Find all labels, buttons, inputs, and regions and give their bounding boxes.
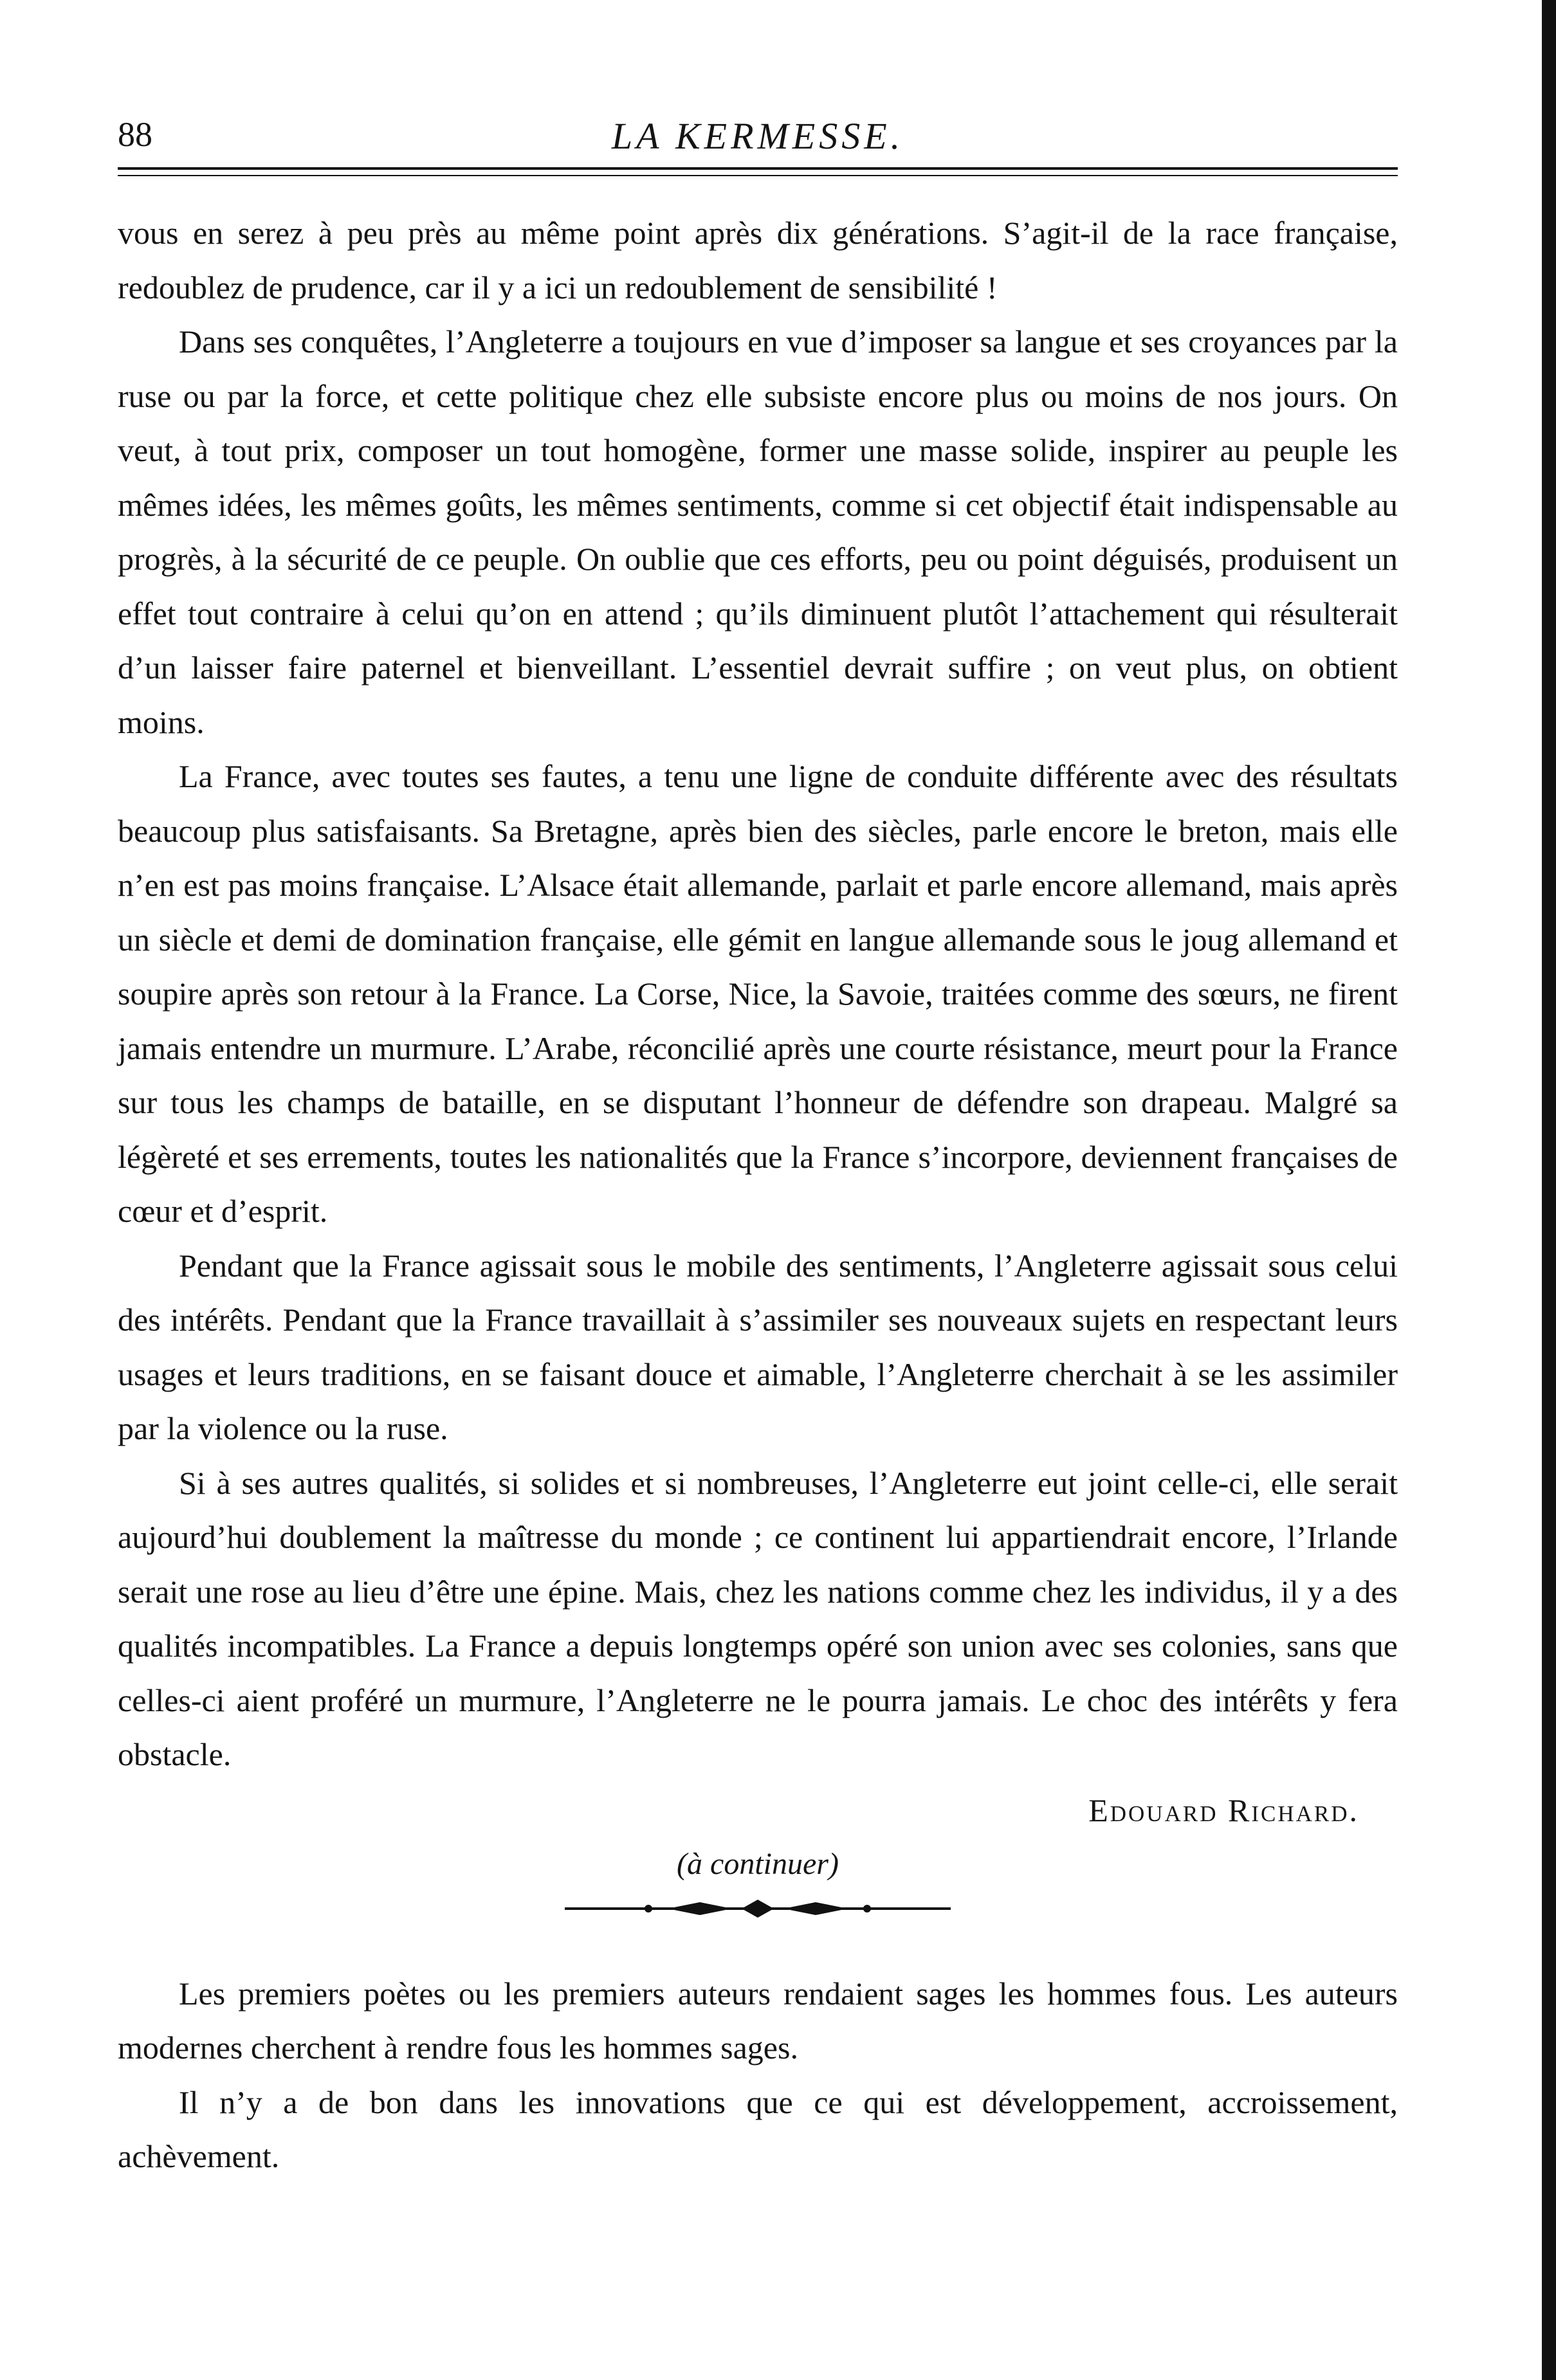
running-title: LA KERMESSE. (611, 115, 904, 157)
maxim-paragraph: Il n’y a de bon dans les innovations que ce qui est développement, accroissement, achèvement. (118, 2084, 1398, 2174)
article-paragraph: Si à ses autres qualités, si solides et si nombreuses, l’Angleterre eut joint celle-ci, elle serait aujourd’hui doublement la maîtresse du monde ; ce continent lui appartiendrait encore, l’Irlande serait une rose au lieu d’être une épine. Mais, chez les nations comme chez les individus, il y a des qualités incompatibles. La France a depuis longtemps opéré son union avec ses colonies, sans que celles-ci aient proféré un murmure, l’Angleterre ne le pourra jamais. Le choc des intérêts y fera obstacle. (118, 1464, 1398, 1772)
page-number: 88 (118, 115, 152, 154)
ornament-divider (558, 1896, 957, 1921)
continued-note: (à continuer) (677, 1846, 839, 1881)
header-double-rule (118, 167, 1398, 176)
article-body (118, 206, 1398, 1782)
article-paragraph: La France, avec toutes ses fautes, a tenu une ligne de conduite différente avec des résultats beaucoup plus satisfaisants. Sa Bretagne, après bien des siècles, parle encore le breton, mais elle n’en est pas moins française. L’Alsace était allemande, parlait et parle encore allemand, mais après un siècle et demi de domination française, elle gémit en langue allemande sous le joug allemand et soupire après son retour à la France. La Corse, Nice, la Savoie, traitées comme des sœurs, ne firent jamais entendre un murmure. L’Arabe, réconcilié après une courte résistance, meurt pour la France sur tous les champs de bataille, en se disputant l’honneur de défendre son drapeau. Malgré sa légèreté et ses errements, toutes les nationalités que la France s’incorpore, deviennent françaises de cœur et d’esprit. (118, 758, 1398, 1229)
author-signature (118, 1785, 1398, 1838)
author-name: Edouard Richard. (1088, 1792, 1359, 1828)
page-header (118, 96, 1398, 167)
article-paragraph: Pendant que la France agissait sous le mobile des sentiments, l’Angleterre agissait sous celui des intérêts. Pendant que la France travaillait à s’assimiler ses nouveaux sujets en respectant leurs usages et leurs traditions, en se faisant douce et aimable, l’Angleterre cherchait à se les assimiler par la violence ou la ruse. (118, 1247, 1398, 1446)
document-page (118, 96, 1398, 2184)
article-paragraph: Dans ses conquêtes, l’Angleterre a toujours en vue d’imposer sa langue et ses croyances par la ruse ou par la force, et cette politique chez elle subsiste encore plus ou moins de nos jours. On veut, à tout prix, composer un tout homogène, former une masse solide, inspirer au peuple les mêmes idées, les mêmes goûts, les mêmes sentiments, comme si cet objectif était indispensable au progrès, à la sécurité de ce peuple. On oublie que ces efforts, peu ou point déguisés, produisent un effet tout contraire à celui qu’on en attend ; qu’ils diminuent plutôt l’attachement qui résulterait d’un laisser faire paternel et bienveillant. L’essentiel devrait suffire ; on veut plus, on obtient moins. (118, 323, 1398, 740)
maxims-section (118, 1967, 1398, 2184)
maxim-paragraph: Les premiers poètes ou les premiers auteurs rendaient sages les hommes fous. Les auteurs modernes cherchent à rendre fous les hommes sages. (118, 1975, 1398, 2066)
article-paragraph: vous en serez à peu près au même point après dix générations. S’agit-il de la race française, redoublez de prudence, car il y a ici un redoublement de sensibilité ! (118, 215, 1398, 305)
page-edge-bar (1542, 0, 1556, 2380)
